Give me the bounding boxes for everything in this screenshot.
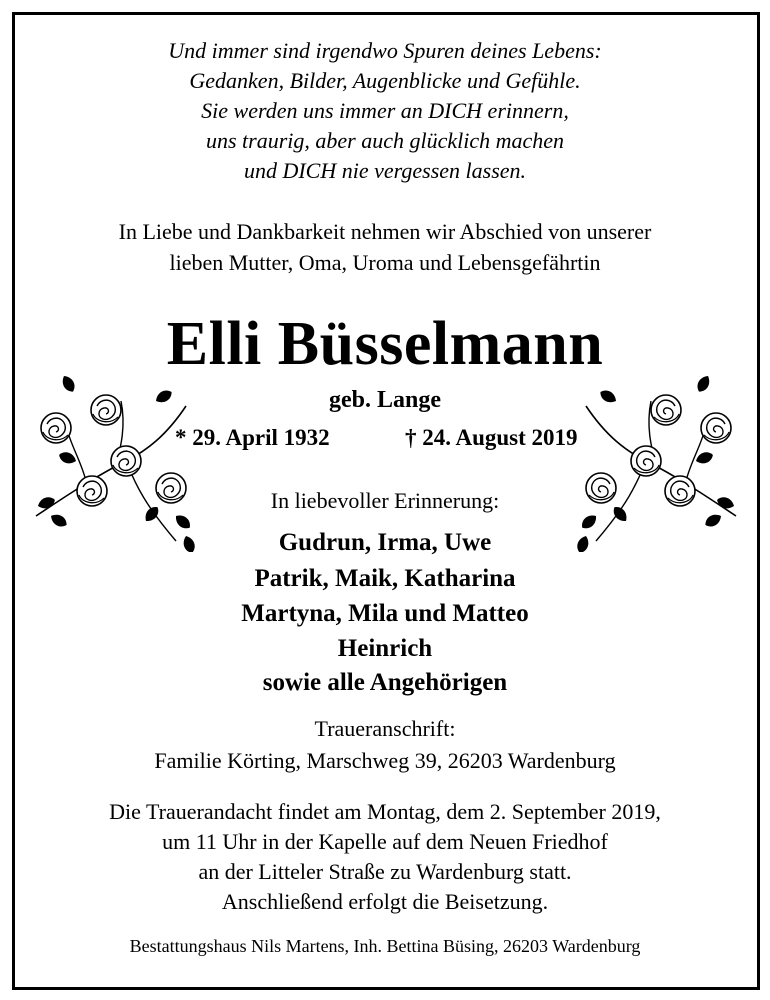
poem-line-4: uns traurig, aber auch glücklich machen — [205, 128, 565, 153]
memory-label: In liebevoller Erinnerung: — [270, 488, 500, 513]
service-line-4: Anschließend erfolgt die Beisetzung. — [221, 889, 549, 914]
service-line-3: an der Litteler Straße zu Wardenburg statt. — [198, 859, 572, 884]
intro-line-1: In Liebe und Dankbarkeit nehmen wir Abschied von unserer — [118, 219, 652, 244]
birth-date: * 29. April 1932 — [175, 425, 330, 450]
mourners-line-2: Patrik, Maik, Katharina — [254, 565, 516, 592]
funeral-home: Bestattungshaus Nils Martens, Inh. Bettina Büsing, 26203 Wardenburg — [129, 936, 641, 956]
mourners-line-1: Gudrun, Irma, Uwe — [278, 529, 492, 556]
poem-line-5: und DICH nie vergessen lassen. — [243, 158, 527, 183]
service-line-2: um 11 Uhr in der Kapelle auf dem Neuen Friedhof — [162, 829, 608, 854]
poem-line-1: Und immer sind irgendwo Spuren deines Lebens: — [168, 38, 602, 63]
maiden-name: geb. Lange — [328, 387, 441, 413]
mourners-line-4: Heinrich — [337, 635, 433, 662]
rose-branch-icon — [26, 366, 212, 552]
rose-branch-icon — [560, 366, 746, 552]
service-line-1: Die Trauerandacht findet am Montag, dem 2. September 2019, — [109, 799, 661, 824]
address-label: Traueranschrift: — [314, 716, 456, 741]
intro-line-2: lieben Mutter, Oma, Uroma und Lebensgefährtin — [169, 250, 601, 275]
deceased-name: Elli Büsselmann — [166, 310, 604, 378]
death-date: † 24. August 2019 — [405, 425, 578, 450]
mourners-line-5: sowie alle Angehörigen — [262, 669, 508, 696]
mourners-line-3: Martyna, Mila und Matteo — [241, 600, 529, 627]
poem-line-2: Gedanken, Bilder, Augenblicke und Gefühle. — [189, 68, 581, 93]
poem-line-3: Sie werden uns immer an DICH erinnern, — [201, 98, 569, 123]
address-value: Familie Körting, Marschweg 39, 26203 Wardenburg — [154, 748, 616, 773]
